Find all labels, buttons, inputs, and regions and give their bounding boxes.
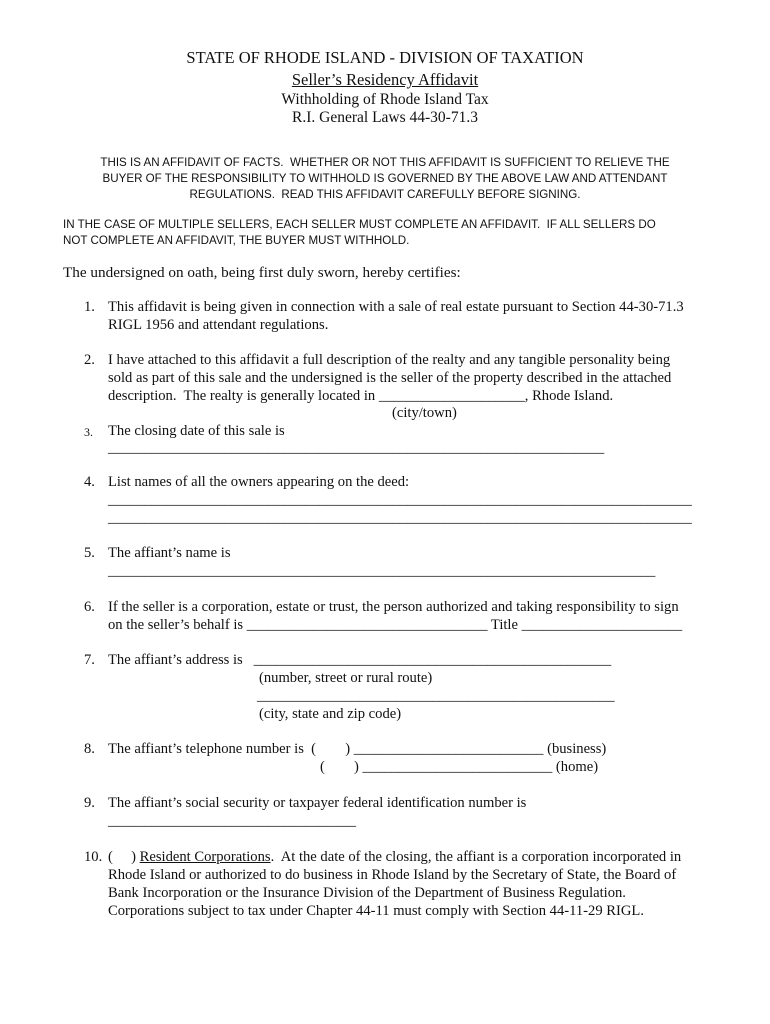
item-number: 5. [84, 545, 95, 561]
item-number: 2. [84, 352, 95, 368]
field-caption: (city/town) [392, 405, 457, 421]
item-3-text: The closing date of this sale is [108, 423, 285, 439]
item-number: 1. [84, 299, 95, 315]
notice-line-3: REGULATIONS. READ THIS AFFIDAVIT CAREFULLY BEFORE SIGNING. [189, 188, 581, 201]
item-number: 10. [84, 849, 103, 865]
realty-location-field[interactable]: description. The realty is generally located in ____________________, Rhode Island. [108, 388, 614, 404]
item-1-text: RIGL 1956 and attendant regulations. [108, 317, 329, 333]
home-phone-field[interactable]: ( ) __________________________ (home) [320, 759, 599, 775]
item-number: 4. [84, 474, 95, 490]
item-1-text: This affidavit is being given in connection with a sale of real estate pursuant to Section 44-30-71.3 [108, 299, 684, 315]
multiple-sellers-line-2: NOT COMPLETE AN AFFIDAVIT, THE BUYER MUST WITHHOLD. [63, 234, 410, 247]
item-6-text: If the seller is a corporation, estate or trust, the person authorized and taking responsibility to sign [108, 599, 679, 615]
taxpayer-id-field[interactable]: __________________________________ [108, 813, 357, 829]
section-heading: Resident Corporations [139, 849, 271, 865]
item-number: 6. [84, 599, 95, 615]
affiant-address-field[interactable]: The affiant’s address is _________________________________________________ [108, 652, 612, 668]
law-reference: R.I. General Laws 44-30-71.3 [292, 109, 478, 126]
owners-field-2[interactable]: ________________________________________________________________________________ [108, 510, 692, 526]
item-4-text: List names of all the owners appearing on the deed: [108, 474, 410, 490]
authorized-person-field[interactable]: on the seller’s behalf is _________________________________ Title ______________________ [108, 617, 683, 633]
multiple-sellers-line-1: IN THE CASE OF MULTIPLE SELLERS, EACH SELLER MUST COMPLETE AN AFFIDAVIT. IF ALL SELLERS DO [63, 218, 656, 231]
item-2-text: I have attached to this affidavit a full description of the realty and any tangible personality being [108, 352, 671, 368]
form-subtitle: Seller’s Residency Affidavit [291, 70, 479, 89]
closing-date-field[interactable]: ____________________________________________________________________ [108, 440, 605, 456]
notice-line-1: THIS IS AN AFFIDAVIT OF FACTS. WHETHER OR NOT THIS AFFIDAVIT IS SUFFICIENT TO RELIEVE THE [100, 156, 670, 169]
item-number: 9. [84, 795, 95, 811]
item-10-text: . At the date of the closing, the affiant is a corporation incorporated in [270, 849, 682, 865]
item-10-text: Rhode Island or authorized to do business in Rhode Island by the Secretary of State, the Board of [108, 867, 677, 883]
item-9-text: The affiant’s social security or taxpayer federal identification number is [108, 795, 527, 811]
item-5-text: The affiant’s name is [108, 545, 231, 561]
notice-line-2: BUYER OF THE RESPONSIBILITY TO WITHHOLD IS GOVERNED BY THE ABOVE LAW AND ATTENDANT [102, 172, 668, 185]
owners-field-1[interactable]: ________________________________________________________________________________ [108, 492, 692, 508]
item-number: 8. [84, 741, 95, 757]
form-subheading: Withholding of Rhode Island Tax [281, 91, 489, 108]
affiant-name-field[interactable]: ___________________________________________________________________________ [108, 563, 656, 579]
form-title: STATE OF RHODE ISLAND - DIVISION OF TAXATION [186, 48, 584, 67]
field-caption: (city, state and zip code) [259, 706, 402, 722]
item-number: 3. [84, 425, 93, 439]
field-caption: (number, street or rural route) [259, 670, 433, 686]
resident-corporations-checkbox[interactable]: ( ) [108, 849, 140, 865]
item-2-text: sold as part of this sale and the undersigned is the seller of the property described in the attached [108, 370, 672, 386]
business-phone-field[interactable]: The affiant’s telephone number is ( ) __________________________ (business) [108, 741, 607, 757]
item-10-line-1 [108, 849, 681, 866]
item-number: 7. [84, 652, 95, 668]
item-10-text: Bank Incorporation or the Insurance Division of the Department of Business Regulation. [108, 885, 626, 901]
affiant-city-field[interactable]: _________________________________________________ [257, 688, 615, 704]
item-10-text: Corporations subject to tax under Chapter 44-11 must comply with Section 44-11-29 RIGL. [108, 903, 644, 919]
oath-statement: The undersigned on oath, being first duly sworn, hereby certifies: [63, 264, 461, 281]
